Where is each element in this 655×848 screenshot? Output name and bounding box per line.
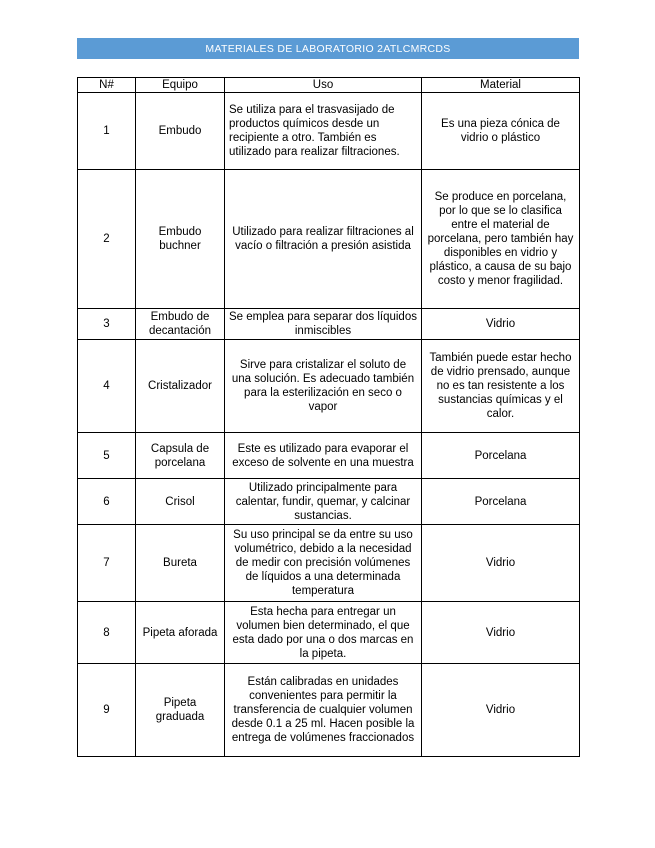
cell-number: 2 — [78, 170, 136, 309]
table-row — [78, 664, 580, 757]
cell-equipo: Pipeta aforada — [136, 602, 225, 664]
cell-number: 3 — [78, 309, 136, 340]
cell-uso: Están calibradas en unidades convenientes para permitir la transferencia de cualquier volumen desde 0.1 a 25 ml. Hacen posible la entrega de volúmenes fraccionados — [225, 664, 422, 757]
table-row — [78, 170, 580, 309]
cell-equipo: Embudo de decantación — [136, 309, 225, 340]
cell-uso: Su uso principal se da entre su uso volumétrico, debido a la necesidad de medir con precisión volúmenes de líquidos a una determinada temperatura — [225, 525, 422, 602]
cell-equipo: Capsula de porcelana — [136, 433, 225, 479]
page-title: MATERIALES DE LABORATORIO 2ATLCMRCDS — [77, 38, 579, 59]
cell-number: 5 — [78, 433, 136, 479]
cell-material: Vidrio — [422, 664, 580, 757]
cell-equipo: Pipeta graduada — [136, 664, 225, 757]
cell-equipo: Crisol — [136, 479, 225, 525]
cell-material: Vidrio — [422, 602, 580, 664]
cell-uso: Se emplea para separar dos líquidos inmiscibles — [225, 309, 422, 340]
cell-number: 9 — [78, 664, 136, 757]
cell-material: Se produce en porcelana, por lo que se lo clasifica entre el material de porcelana, pero también hay disponibles en vidrio y plástico, a causa de su bajo costo y menor fragilidad. — [422, 170, 580, 309]
cell-uso: Utilizado para realizar filtraciones al vacío o filtración a presión asistida — [225, 170, 422, 309]
cell-number: 7 — [78, 525, 136, 602]
header-equipo: Equipo — [136, 78, 225, 93]
cell-material: Es una pieza cónica de vidrio o plástico — [422, 93, 580, 170]
cell-number: 8 — [78, 602, 136, 664]
table-header-row — [78, 78, 580, 93]
cell-equipo: Embudo — [136, 93, 225, 170]
table-row — [78, 340, 580, 433]
cell-uso: Este es utilizado para evaporar el exceso de solvente en una muestra — [225, 433, 422, 479]
cell-uso: Se utiliza para el trasvasijado de productos químicos desde un recipiente a otro. También es utilizado para realizar filtraciones. — [225, 93, 422, 170]
cell-uso: Sirve para cristalizar el soluto de una solución. Es adecuado también para la esterilización en seco o vapor — [225, 340, 422, 433]
cell-number: 1 — [78, 93, 136, 170]
cell-number: 4 — [78, 340, 136, 433]
table-row — [78, 525, 580, 602]
cell-material: También puede estar hecho de vidrio prensado, aunque no es tan resistente a los sustancias químicas y el calor. — [422, 340, 580, 433]
cell-uso: Esta hecha para entregar un volumen bien determinado, el que esta dado por una o dos marcas en la pipeta. — [225, 602, 422, 664]
cell-number: 6 — [78, 479, 136, 525]
table-row — [78, 433, 580, 479]
table-row — [78, 93, 580, 170]
cell-material: Vidrio — [422, 309, 580, 340]
cell-material: Vidrio — [422, 525, 580, 602]
materials-table — [77, 77, 580, 757]
cell-material: Porcelana — [422, 433, 580, 479]
table-row — [78, 309, 580, 340]
cell-material: Porcelana — [422, 479, 580, 525]
cell-equipo: Bureta — [136, 525, 225, 602]
header-uso: Uso — [225, 78, 422, 93]
cell-equipo: Embudo buchner — [136, 170, 225, 309]
table-row — [78, 479, 580, 525]
cell-uso: Utilizado principalmente para calentar, fundir, quemar, y calcinar sustancias. — [225, 479, 422, 525]
header-material: Material — [422, 78, 580, 93]
table-row — [78, 602, 580, 664]
cell-equipo: Cristalizador — [136, 340, 225, 433]
header-number: N# — [78, 78, 136, 93]
